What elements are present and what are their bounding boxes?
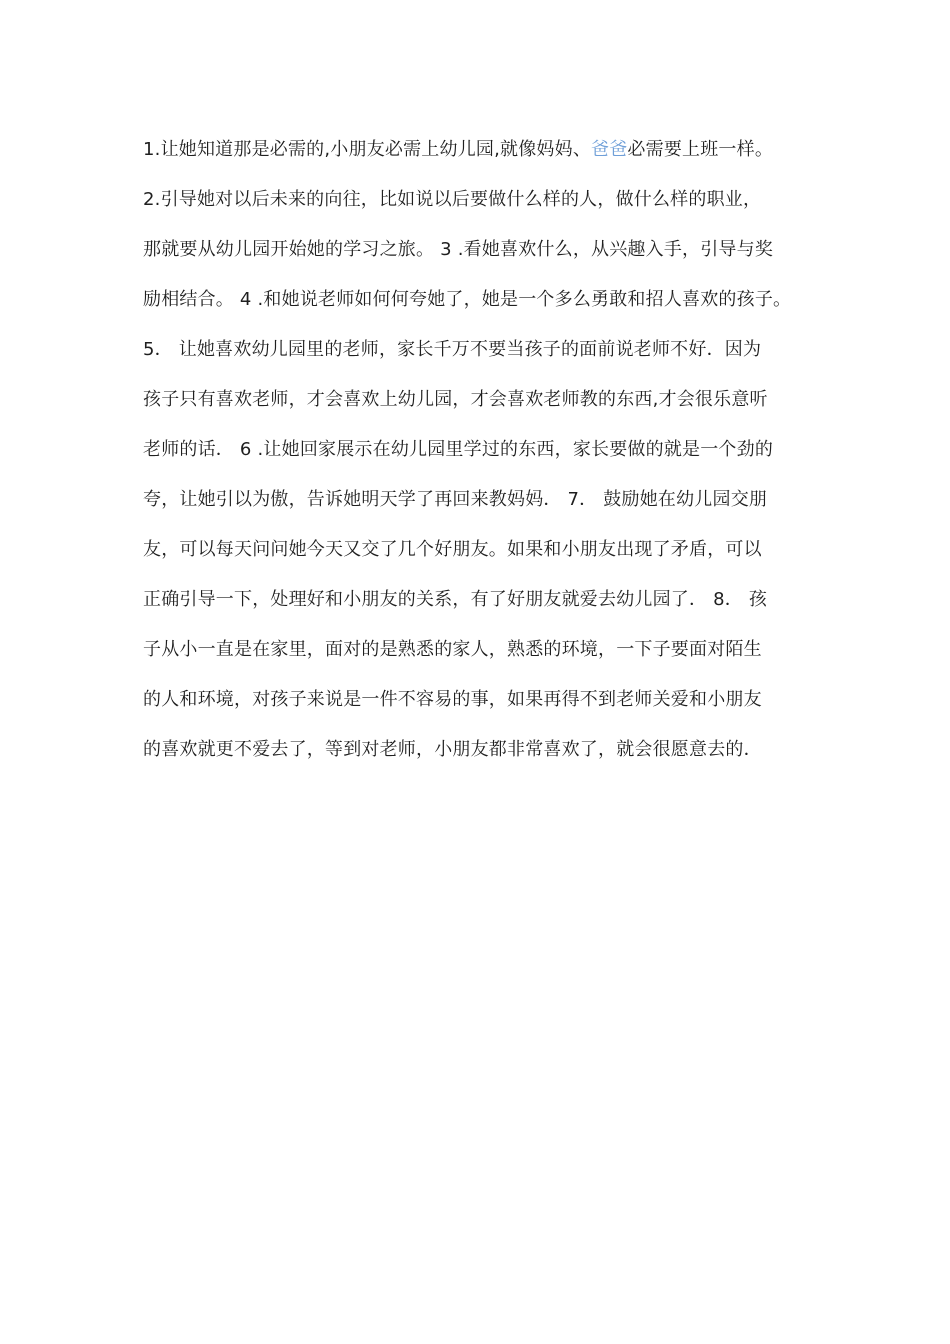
document-body [143,131,823,781]
text-line-7: 老师的话． 6 .让她回家展示在幼儿园里学过的东西，家长要做的就是一个劲的 [143,439,774,460]
text-segment: 1.让她知道那是必需的,小朋友必需上幼儿园,就像妈妈、 [143,139,592,160]
text-line-13: 的喜欢就更不爱去了，等到对老师，小朋友都非常喜欢了，就会很愿意去的． [143,739,762,760]
text-line-9: 友，可以每天问问她今天又交了几个好朋友。如果和小朋友出现了矛盾，可以 [143,539,762,560]
text-line-6: 孩子只有喜欢老师，才会喜欢上幼儿园，才会喜欢老师教的东西,才会很乐意听 [143,389,768,410]
text-line-11: 子从小一直是在家里，面对的是熟悉的家人，熟悉的环境，一下子要面对陌生 [143,639,762,660]
text-segment: 必需要上班一样。 [627,139,774,160]
dad-link[interactable]: 爸爸 [591,139,628,160]
text-line-4: 励相结合。 4 .和她说老师如何何夸她了，她是一个多么勇敢和招人喜欢的孩子。 [143,289,792,310]
text-line-12: 的人和环境，对孩子来说是一件不容易的事，如果再得不到老师关爱和小朋友 [143,689,762,710]
text-line-5: 5． 让她喜欢幼儿园里的老师，家长千万不要当孩子的面前说老师不好．因为 [143,339,762,360]
text-line-3: 那就要从幼儿园开始她的学习之旅。 3 .看她喜欢什么，从兴趣入手，引导与奖 [143,239,774,260]
text-line-8: 夸，让她引以为傲，告诉她明天学了再回来教妈妈． 7． 鼓励她在幼儿园交朋 [143,489,768,510]
text-line-2: 2.引导她对以后未来的向往，比如说以后要做什么样的人，做什么样的职业， [143,189,762,210]
text-line-1 [143,131,823,181]
text-line-10: 正确引导一下，处理好和小朋友的关系，有了好朋友就爱去幼儿园了． 8． 孩 [143,589,768,610]
